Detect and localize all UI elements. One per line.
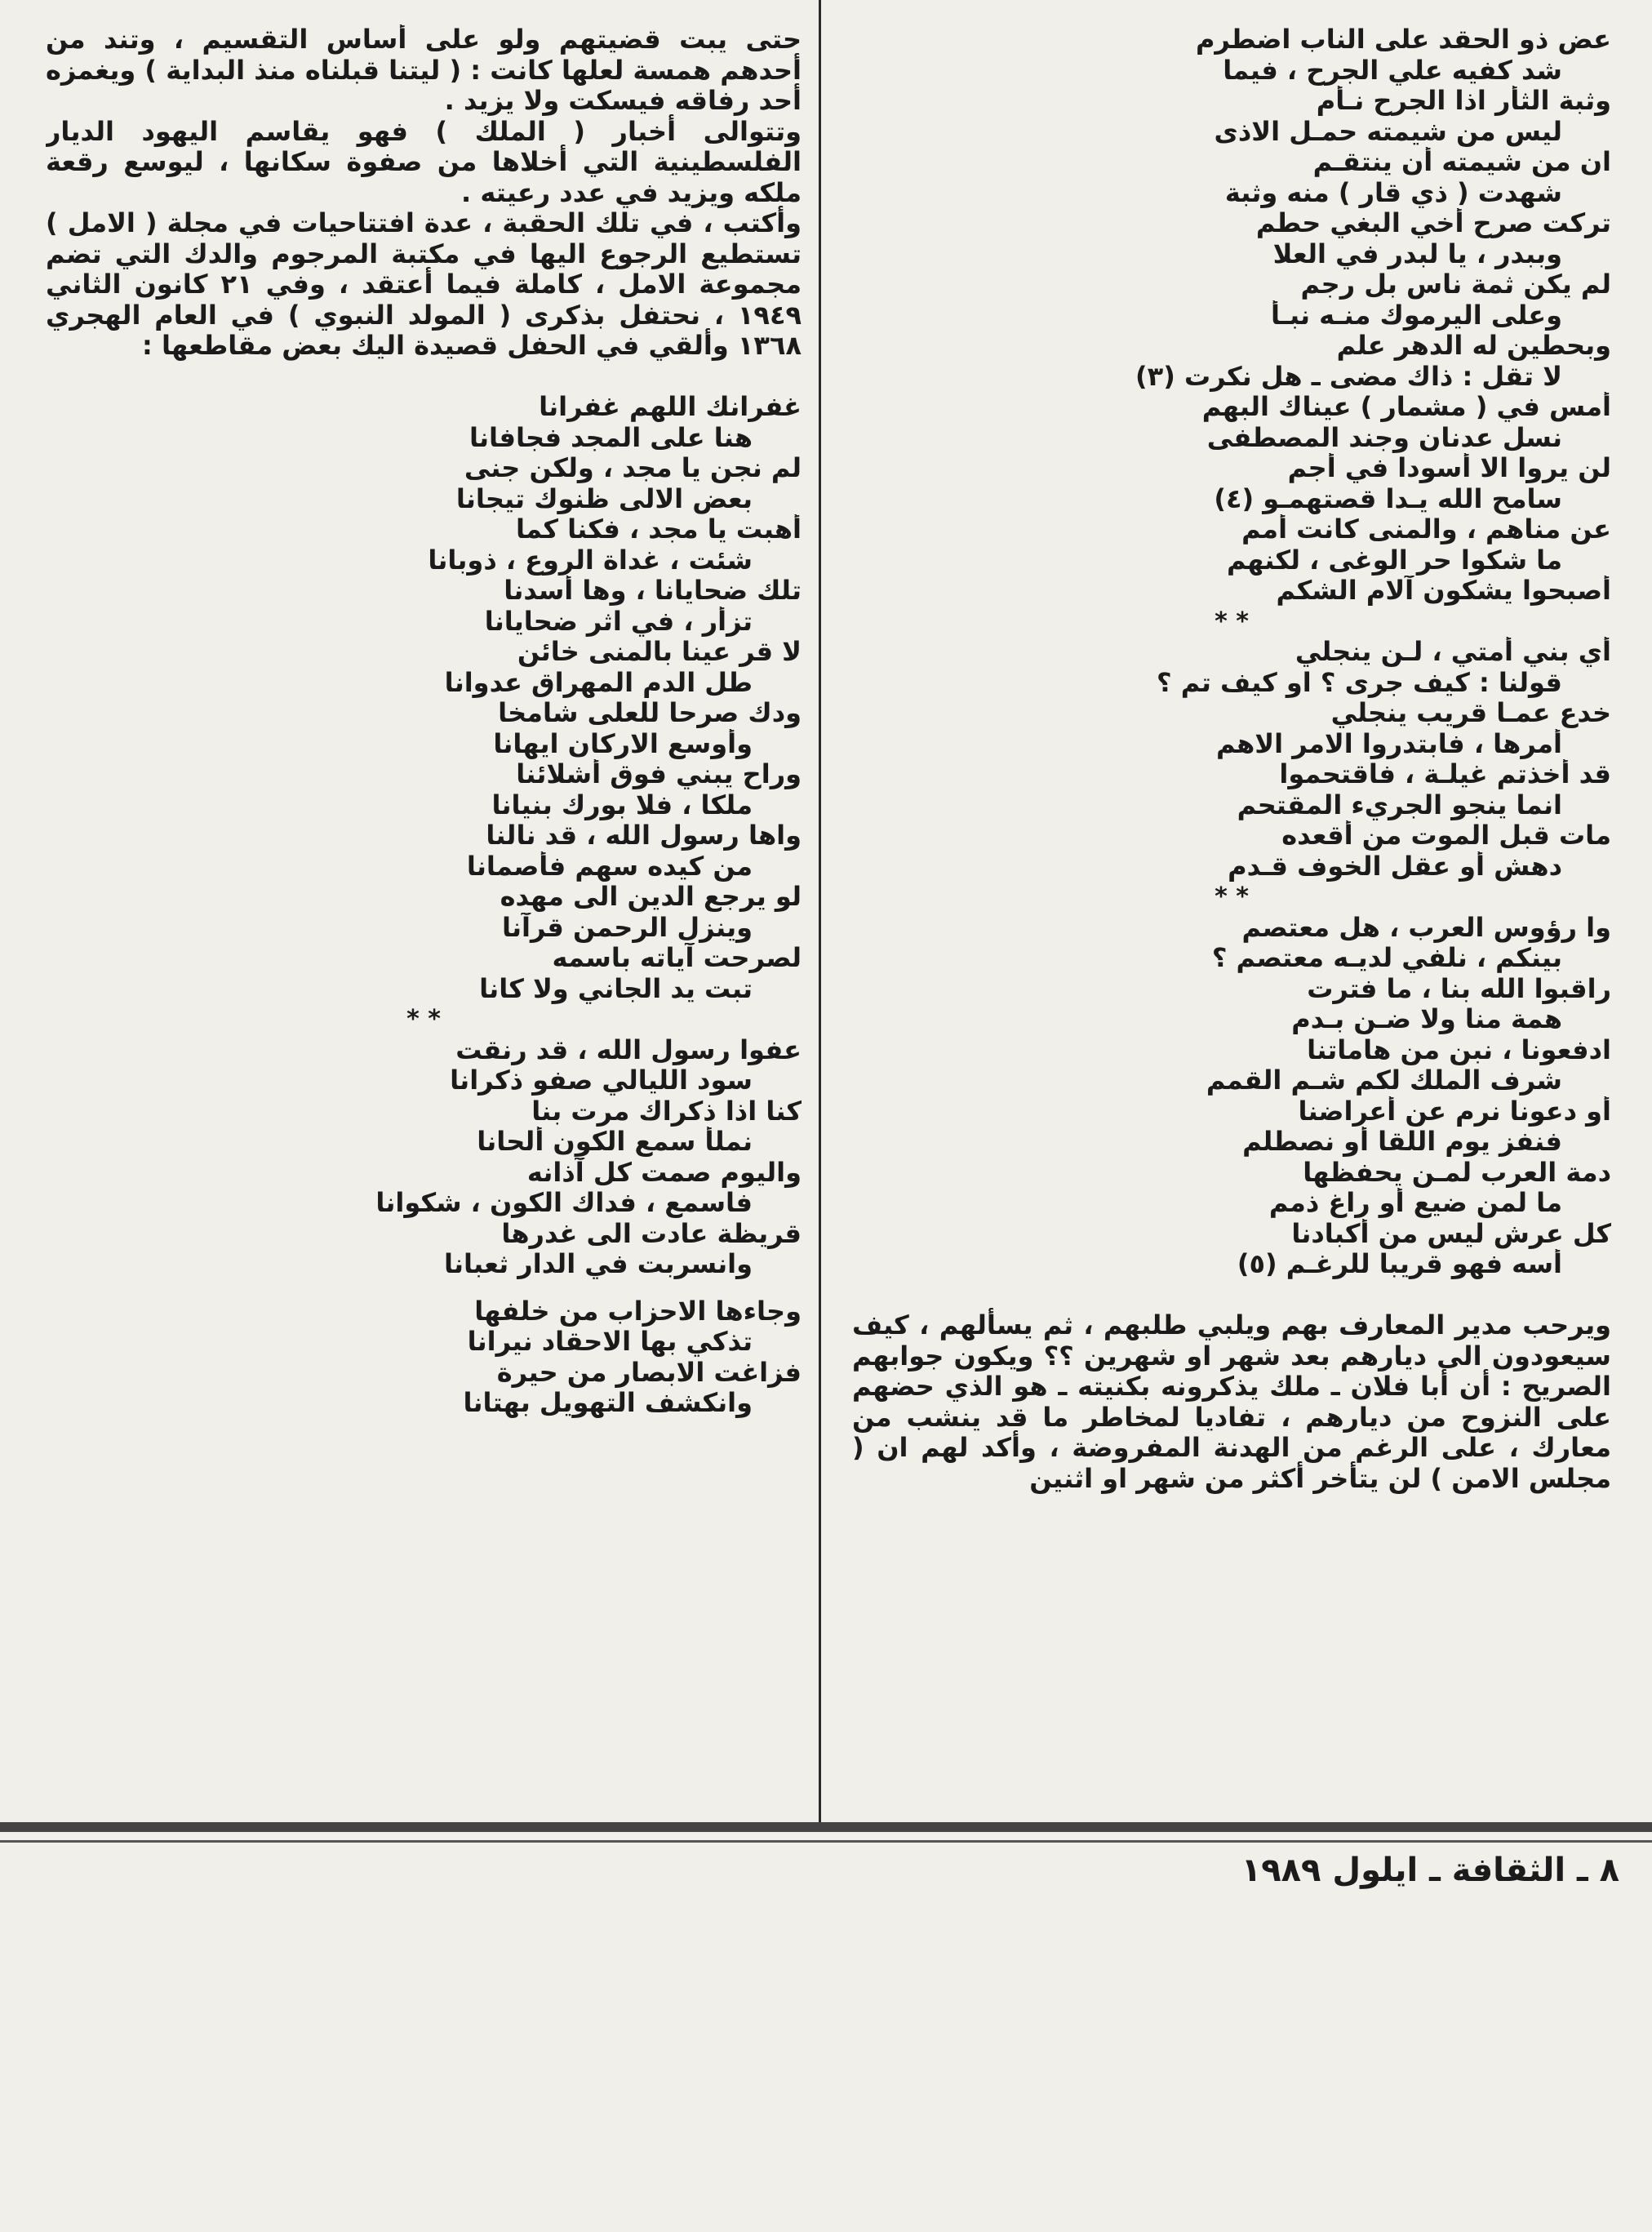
verse-line: أمرها ، فابتدروا الامر الاهم (1215, 728, 1562, 759)
verse-line: أي بني أمتي ، لـن ينجلي (1295, 637, 1611, 667)
verse-line: وثبة الثأر اذا الجرح نـأم (1316, 86, 1611, 116)
verse-line: وراح يبني فوق أشلائنا (516, 759, 802, 789)
page-footer: ٨ ـ الثقافة ـ ايلول ١٩٨٩ (1241, 1852, 1619, 1889)
footer-rule (0, 1822, 1652, 1832)
verse-line: بينكم ، نلفي لديـه معتصم ؟ (1211, 943, 1562, 973)
verse-line: ان من شيمته أن ينتقـم (1312, 147, 1611, 177)
verse-line: قريظة عادت الى غدرها (501, 1218, 802, 1249)
verse-line: تلك ضحايانا ، وها أسدنا (504, 576, 802, 606)
right-column (852, 24, 1611, 1808)
verse-line: قولنا : كيف جرى ؟ او كيف تم ؟ (1157, 667, 1562, 698)
verse-line: أسه فهو قريبا للرغـم (٥) (1237, 1249, 1562, 1279)
verse-line: شد كفيه علي الجرح ، فيما (1223, 55, 1562, 86)
verse-line: عن مناهم ، والمنى كانت أمم (1241, 514, 1611, 545)
verse-line: لا قر عينا بالمنى خائن (517, 637, 802, 667)
poem-part-3 (46, 1296, 802, 1419)
left-column (46, 24, 802, 1808)
verse-line: مات قبل الموت من أقعده (1281, 820, 1611, 851)
verse-line: ما شكوا حر الوغى ، لكنهم (1227, 545, 1562, 576)
verse-line: همة منا ولا ضـن بـدم (1291, 1004, 1562, 1034)
verse-line: شرف الملك لكم شـم القمم (1206, 1065, 1562, 1096)
verse-line: شئت ، غداة الروع ، ذوبانا (428, 545, 753, 576)
verse-line: وا رؤوس العرب ، هل معتصم (1241, 912, 1611, 943)
verse-line: شهدت ( ذي قار ) منه وثبة (1224, 177, 1562, 208)
verse-line: كل عرش ليس من أكبادنا (1291, 1218, 1611, 1249)
verse-line: تبت يد الجاني ولا كانا (479, 973, 753, 1004)
verse-line: هنا على المجد فجافانا (469, 422, 753, 453)
verse-line: لا تقل : ذاك مضى ـ هل نكرت (٣) (1135, 361, 1562, 392)
verse-line: سود الليالي صفو ذكرانا (450, 1065, 753, 1096)
verse-line: وينزل الرحمن قرآنا (502, 912, 753, 943)
verse-line: عفوا رسول الله ، قد رنقت (455, 1034, 802, 1065)
verse-line: واها رسول الله ، قد نالنا (486, 820, 802, 851)
verse-line: واليوم صمت كل آذانه (526, 1157, 802, 1188)
verse-line: تذكي بها الاحقاد نيرانا (467, 1327, 753, 1357)
verse-line: فزاغت الابصار من حيرة (496, 1357, 802, 1388)
verse-line: نملأ سمع الكون ألحانا (477, 1127, 753, 1157)
verse-line: تزأر ، في اثر ضحايانا (484, 606, 753, 637)
verse-line: أمس في ( مشمار ) عيناك البهم (1201, 392, 1611, 422)
verse-line: ادفعونا ، نبن من هاماتنا (1307, 1034, 1611, 1065)
verse-line: لو يرجع الدين الى مهده (500, 882, 802, 912)
verse-line: وأوسع الاركان ايهانا (493, 728, 753, 759)
verse-line: كنا اذا ذكراك مرت بنا (531, 1096, 802, 1127)
verse-line: لن يروا الا أسودا في أجم (1287, 453, 1611, 483)
verse-line: راقبوا الله بنا ، ما فترت (1307, 973, 1611, 1004)
verse-line: وببدر ، يا لبدر في العلا (1272, 238, 1562, 269)
poem-part-1 (46, 392, 802, 1004)
verse-line: فنفز يوم اللقا أو نصطلم (1242, 1127, 1562, 1157)
verse-line: لصرحت آياته باسمه (552, 943, 802, 973)
poem-part-3 (852, 913, 1611, 1280)
verse-line: وجاءها الاحزاب من خلفها (474, 1296, 802, 1327)
prose-paragraph: ويرحب مدير المعارف بهم ويلبي طلبهم ، ثم يسألهم ، كيف سيعودون الى ديارهم بعد شهر او شهرين ؟؟ ويكون جوابهم الصريح : أن أبا فلان ـ ملك يذكرونه بكنيته ـ هو الذي حضهم على النزوح من ديارهم ، تفاديا لمخاطر ما قد ينشب من معارك ، على الرغم من الهدنة المفروضة ، وأكد لهم ان ( مجلس الامن ) لن يتأخر أكثر من شهر او اثنين (852, 1309, 1611, 1494)
verse-line: غفرانك اللهم غفرانا (539, 392, 802, 422)
section-separator: * * (1215, 607, 1249, 636)
verse-line: خدع عمـا قريب ينجلي (1330, 698, 1611, 728)
verse-line: أصبحوا يشكون آلام الشكم (1276, 576, 1611, 606)
verse-line: طل الدم المهراق عدوانا (444, 667, 753, 698)
verse-line: لم نجن يا مجد ، ولكن جنى (464, 453, 802, 483)
section-separator: * * (406, 1005, 441, 1034)
verse-line: دهش أو عقل الخوف قـدم (1228, 851, 1562, 882)
verse-line: ما لمن ضيع أو راغ ذمم (1268, 1188, 1562, 1218)
verse-line: ودك صرحا للعلى شامخا (498, 698, 802, 728)
verse-line: تركت صرح أخي البغي حطم (1255, 208, 1611, 238)
verse-line: وعلى اليرموك منـه نبـأ (1270, 300, 1562, 331)
verse-line: من كيده سهم فأصمانا (466, 851, 753, 882)
verse-line: ملكا ، فلا بورك بنيانا (491, 789, 753, 820)
verse-line: عض ذو الحقد على الناب اضطرم (1195, 24, 1611, 55)
verse-line: دمة العرب لمـن يحفظها (1303, 1157, 1611, 1188)
verse-line: أو دعونا نرم عن أعراضنا (1298, 1096, 1611, 1127)
poem-part-2 (46, 1035, 802, 1280)
column-divider (819, 0, 821, 1829)
verse-line: نسل عدنان وجند المصطفى (1206, 422, 1562, 453)
poem-part-2 (852, 637, 1611, 882)
verse-line: انما ينجو الجريء المقتحم (1237, 789, 1562, 820)
verse-line: ليس من شيمته حمـل الاذى (1214, 116, 1562, 147)
verse-line: أهبت يا مجد ، فكنا كما (515, 514, 802, 545)
prose-paragraph: حتى يبت قضيتهم ولو على أساس التقسيم ، وتند من أحدهم همسة لعلها كانت : ( ليتنا قبلناه منذ البداية ) ويغمزه أحد رفاقه فيسكت ولا يزيد . وتتوالى أخبار ( الملك ) فهو يقاسم اليهود الديار الفلسطينية التي أخلاها من صفوة سكانها ، ليوسع رقعة ملكه ويزيد في عدد رعيته . وأكتب ، في تلك الحقبة ، عدة افتتاحيات في مجلة ( الامل ) تستطيع الرجوع اليها في مكتبة المرجوم والدك التي تضم مجموعة الامل ، كاملة فيما أعتقد ، وفي ٢١ كانون الثاني ١٩٤٩ ، نحتفل بذكرى ( المولد النبوي ) في العام الهجري ١٣٦٨ وألقي في الحفل قصيدة اليك بعض مقاطعها : (46, 24, 802, 361)
poem-part-1 (852, 24, 1611, 607)
verse-line: سامح الله يـدا قصتهمـو (٤) (1214, 483, 1562, 514)
section-separator: * * (1215, 883, 1249, 911)
verse-line: وانسربت في الدار ثعبانا (443, 1249, 753, 1279)
verse-line: وانكشف التهويل بهتانا (463, 1388, 753, 1418)
verse-line: وبحطين له الدهر علم (1336, 331, 1611, 361)
verse-line: فاسمع ، فداك الكون ، شكوانا (375, 1188, 753, 1218)
verse-line: لم يكن ثمة ناس بل رجم (1300, 269, 1611, 300)
footer-rule (0, 1840, 1652, 1843)
verse-line: بعض الالى ظنوك تيجانا (455, 483, 753, 514)
verse-line: قد أخذتم غيلـة ، فاقتحموا (1279, 759, 1611, 789)
